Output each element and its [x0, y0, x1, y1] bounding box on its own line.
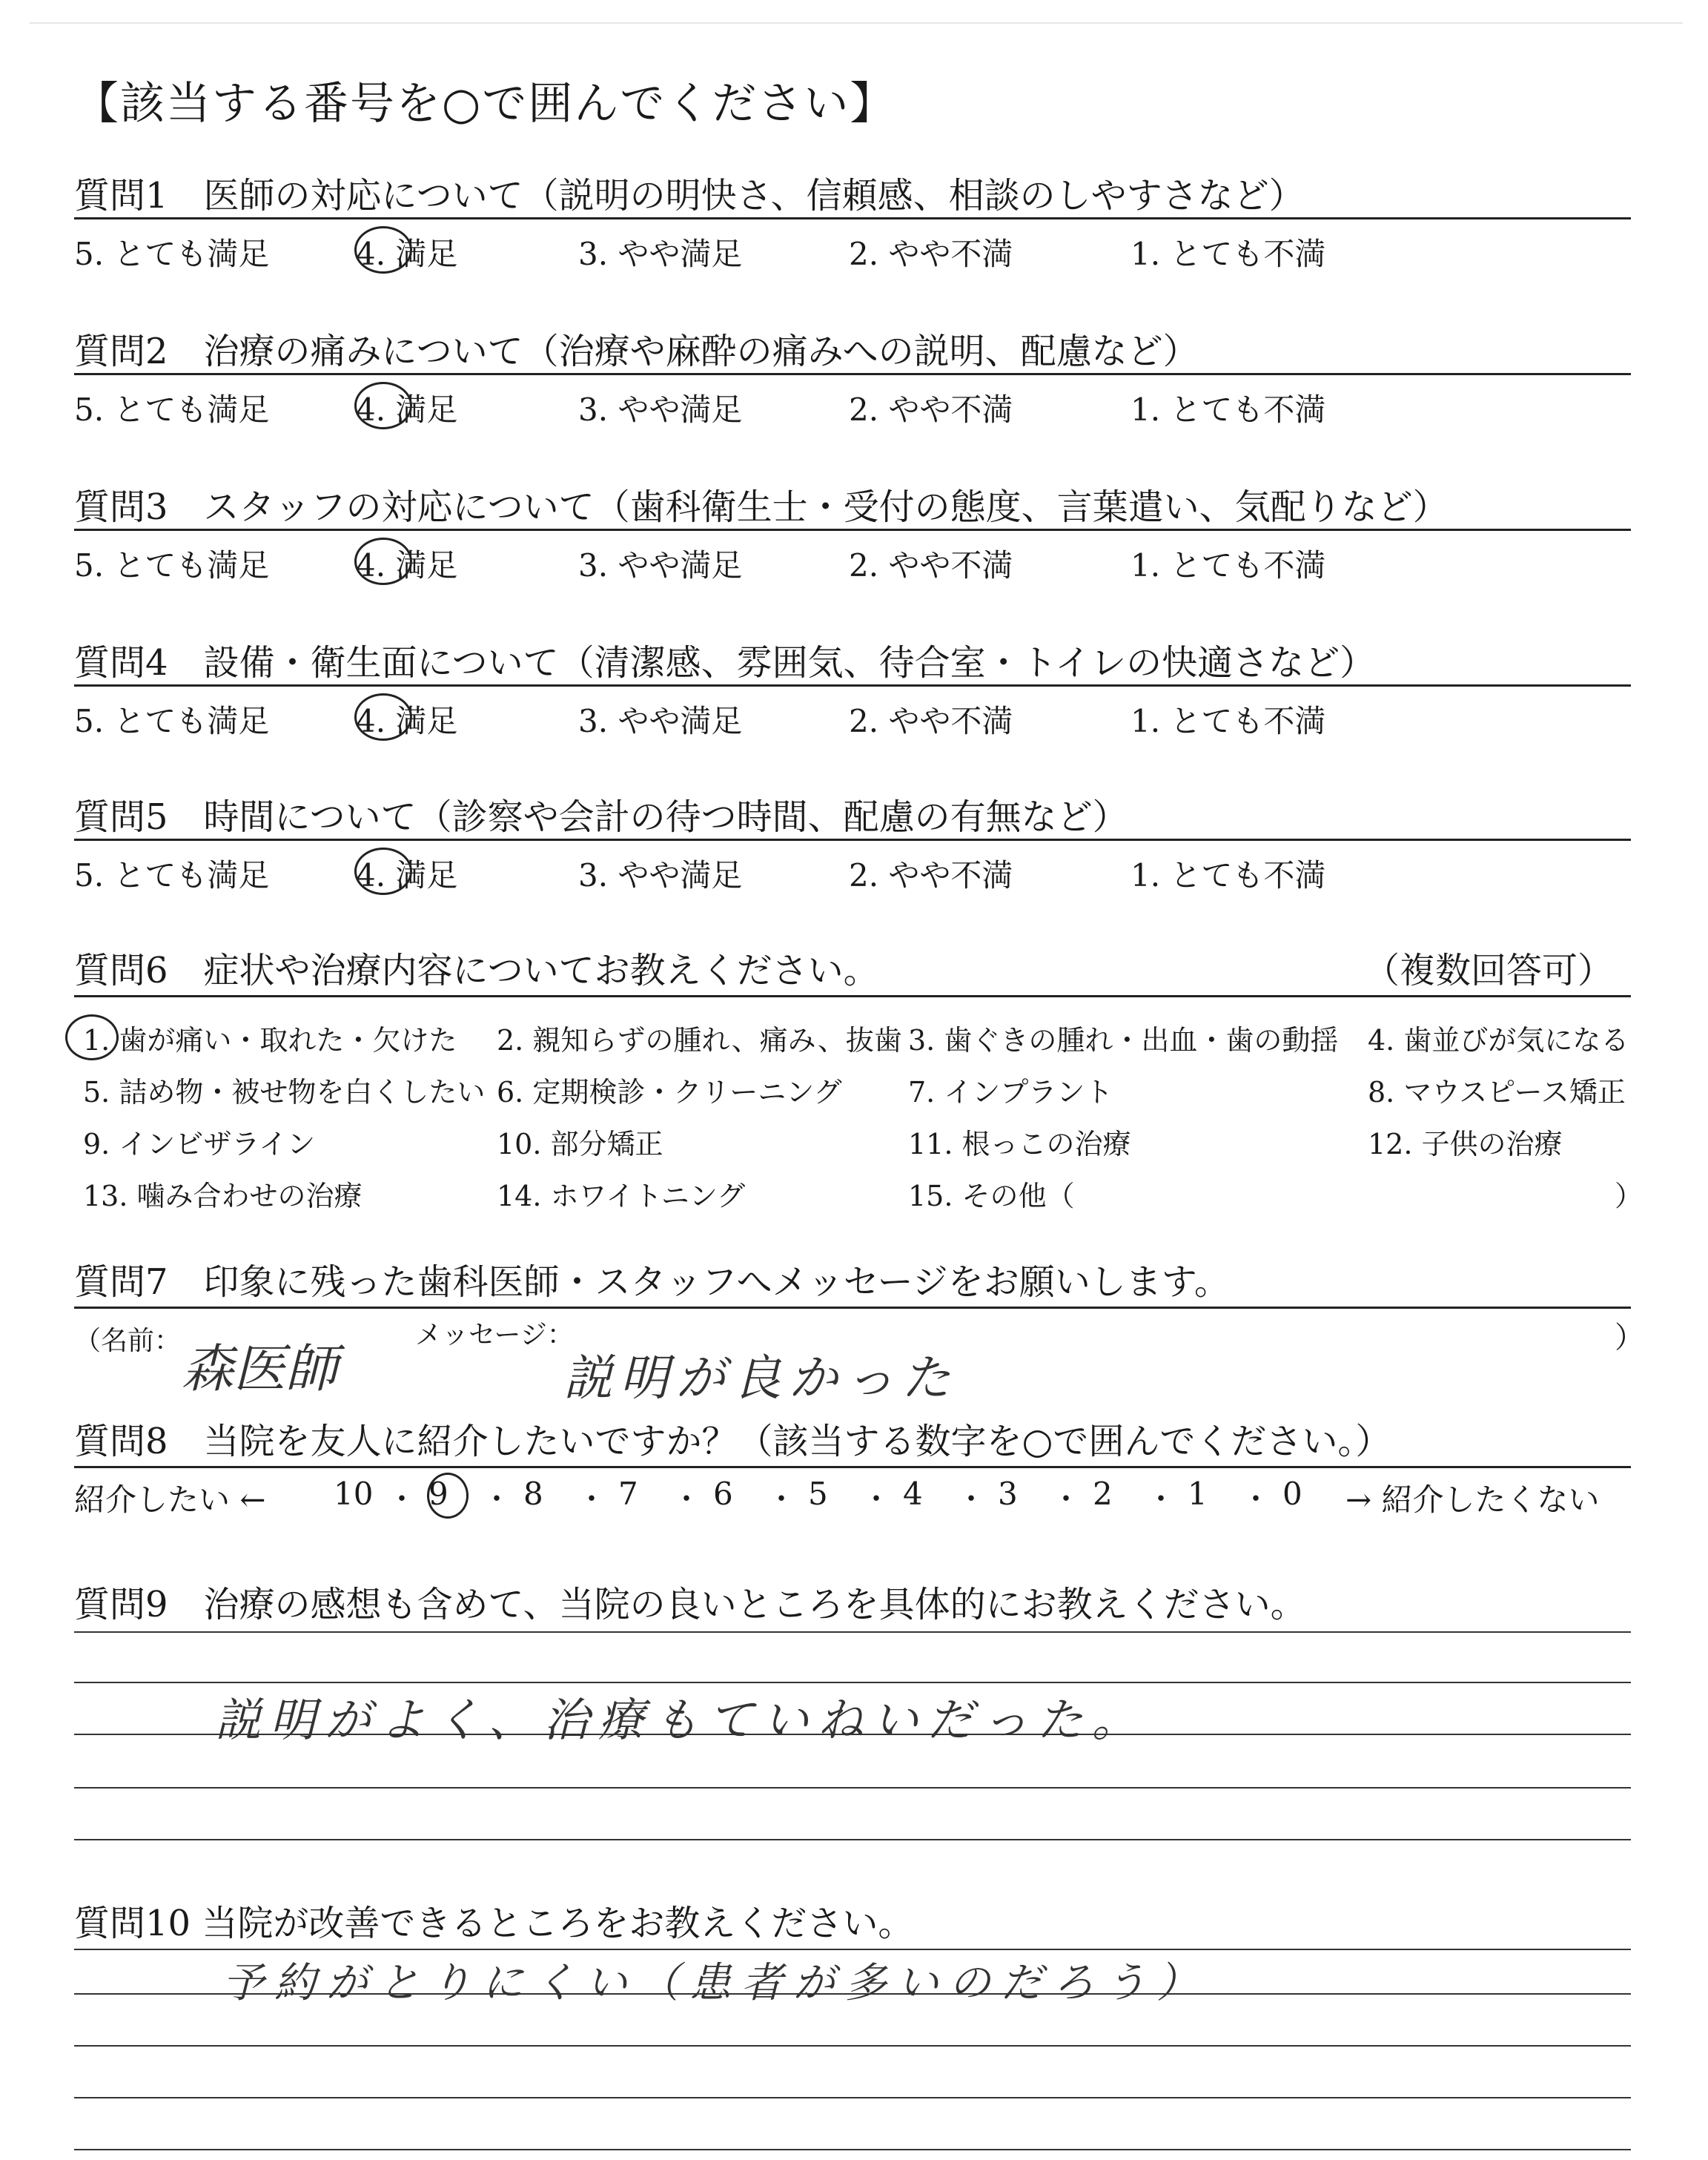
question-8-title: 質問8 当院を友人に紹介したいですか？（該当する数字を○で囲んでください。）: [74, 1421, 1391, 1462]
q7-name-label: （名前：: [74, 1326, 182, 1356]
q8-number-5[interactable]: 5: [808, 1476, 828, 1512]
q10-handwritten-answer: 予約がとりにくい（患者が多いのだろう）: [222, 1959, 1208, 2007]
q4-selection-circle: [354, 693, 412, 741]
q9-line-4: [74, 1787, 1631, 1789]
q8-left-label: 紹介したい ←: [74, 1482, 266, 1518]
q3-option-2[interactable]: 2. やや不満: [849, 547, 1013, 584]
q6-option-2[interactable]: 2. 親知らずの腫れ、痛み、抜歯: [497, 1024, 902, 1057]
q4-option-4[interactable]: 4. 満足: [356, 703, 458, 739]
q8-number-8[interactable]: 8: [523, 1476, 543, 1512]
question-5-title: 質問5 時間について（診察や会計の待つ時間、配慮の有無など）: [74, 796, 1128, 838]
q8-number-6[interactable]: 6: [713, 1476, 733, 1512]
q6-option-15-close: ）: [1615, 1180, 1644, 1212]
q7-handwritten-message: 説明が良かった: [563, 1350, 958, 1407]
q8-selection-circle: [427, 1473, 469, 1519]
q10-line-3: [74, 2045, 1631, 2047]
q6-option-15[interactable]: 15. その他（: [908, 1180, 1075, 1212]
q9-line-5: [74, 1839, 1631, 1840]
q2-option-1[interactable]: 1. とても不満: [1131, 392, 1326, 428]
q8-separator-dot: ・: [1241, 1482, 1271, 1516]
q5-option-2[interactable]: 2. やや不満: [849, 857, 1013, 894]
q8-number-2[interactable]: 2: [1093, 1476, 1113, 1512]
q10-line-4: [74, 2097, 1631, 2098]
q7-message-label: メッセージ：: [415, 1320, 574, 1350]
q2-option-3[interactable]: 3. やや満足: [578, 392, 743, 428]
q8-separator-dot: ・: [482, 1482, 512, 1516]
q6-option-9[interactable]: 9. インビザライン: [83, 1128, 316, 1160]
q3-option-4[interactable]: 4. 満足: [356, 547, 458, 584]
q2-option-2[interactable]: 2. やや不満: [849, 392, 1013, 428]
q8-separator-dot: ・: [387, 1482, 417, 1516]
question-10-title: 質問10 当院が改善できるところをお教えください。: [74, 1903, 914, 1944]
q8-number-3[interactable]: 3: [998, 1476, 1018, 1512]
q5-option-3[interactable]: 3. やや満足: [578, 857, 743, 894]
question-1-title: 質問1 医師の対応について（説明の明快さ、信頼感、相談のしやすさなど）: [74, 175, 1305, 217]
q8-number-10[interactable]: 10: [334, 1476, 374, 1512]
question-7-rule: [74, 1307, 1631, 1309]
q6-option-3[interactable]: 3. 歯ぐきの腫れ・出血・歯の動揺: [908, 1024, 1339, 1057]
q8-number-4[interactable]: 4: [903, 1476, 923, 1512]
q4-option-5[interactable]: 5. とても満足: [74, 703, 270, 739]
q5-option-1[interactable]: 1. とても不満: [1131, 857, 1326, 894]
q6-option-4[interactable]: 4. 歯並びが気になる: [1368, 1024, 1629, 1057]
q8-separator-dot: ・: [577, 1482, 606, 1516]
question-7-title: 質問7 印象に残った歯科医師・スタッフへメッセージをお願いします。: [74, 1261, 1230, 1303]
q8-number-1[interactable]: 1: [1188, 1476, 1208, 1512]
top-edge-line: [30, 22, 1683, 24]
q1-option-4[interactable]: 4. 満足: [356, 236, 458, 272]
q6-option-13[interactable]: 13. 噛み合わせの治療: [83, 1180, 363, 1212]
q6-option-11[interactable]: 11. 根っこの治療: [908, 1128, 1131, 1160]
q6-option-12[interactable]: 12. 子供の治療: [1368, 1128, 1563, 1160]
q4-option-2[interactable]: 2. やや不満: [849, 703, 1013, 739]
q8-separator-dot: ・: [672, 1482, 701, 1516]
form-header: 【該当する番号を○で囲んでください】: [74, 78, 896, 130]
q8-separator-dot: ・: [956, 1482, 986, 1516]
question-6-rule: [74, 995, 1631, 997]
q1-option-5[interactable]: 5. とても満足: [74, 236, 270, 272]
q4-option-3[interactable]: 3. やや満足: [578, 703, 743, 739]
q8-separator-dot: ・: [861, 1482, 891, 1516]
q3-selection-circle: [354, 538, 412, 585]
question-1-rule: [74, 217, 1631, 219]
question-6-note: （複数回答可）: [1364, 950, 1614, 991]
q9-line-1: [74, 1631, 1631, 1633]
q4-option-1[interactable]: 1. とても不満: [1131, 703, 1326, 739]
question-8-rule: [74, 1466, 1631, 1468]
q8-number-7[interactable]: 7: [618, 1476, 638, 1512]
q7-close-paren: ）: [1615, 1321, 1644, 1355]
question-3-title: 質問3 スタッフの対応について（歯科衛生士・受付の態度、言葉遣い、気配りなど）: [74, 486, 1449, 528]
q5-option-4[interactable]: 4. 満足: [356, 857, 458, 894]
q5-selection-circle: [354, 848, 412, 895]
q2-option-5[interactable]: 5. とても満足: [74, 392, 270, 428]
q5-option-5[interactable]: 5. とても満足: [74, 857, 270, 894]
q2-selection-circle: [354, 382, 412, 429]
q6-option-8[interactable]: 8. マウスピース矯正: [1368, 1076, 1626, 1109]
q6-selection-circle: [65, 1014, 119, 1060]
question-2-rule: [74, 373, 1631, 375]
q1-option-2[interactable]: 2. やや不満: [849, 236, 1013, 272]
q9-handwritten-answer: 説明がよく、治療もていねいだった。: [215, 1693, 1147, 1747]
q3-option-1[interactable]: 1. とても不満: [1131, 547, 1326, 584]
question-5-rule: [74, 839, 1631, 841]
question-4-title: 質問4 設備・衛生面について（清潔感、雰囲気、待合室・トイレの快適さなど）: [74, 642, 1376, 684]
question-6-title: 質問6 症状や治療内容についてお教えください。: [74, 950, 879, 991]
q6-option-5[interactable]: 5. 詰め物・被せ物を白くしたい: [83, 1076, 486, 1109]
q8-separator-dot: ・: [767, 1482, 796, 1516]
q8-right-label: → 紹介したくない: [1345, 1482, 1600, 1518]
q3-option-3[interactable]: 3. やや満足: [578, 547, 743, 584]
q3-option-5[interactable]: 5. とても満足: [74, 547, 270, 584]
q6-option-14[interactable]: 14. ホワイトニング: [497, 1180, 746, 1212]
q8-separator-dot: ・: [1051, 1482, 1081, 1516]
q6-option-7[interactable]: 7. インプラント: [908, 1076, 1113, 1109]
question-3-rule: [74, 529, 1631, 531]
q8-separator-dot: ・: [1146, 1482, 1176, 1516]
q6-option-1[interactable]: 1. 歯が痛い・取れた・欠けた: [83, 1024, 457, 1057]
q6-option-6[interactable]: 6. 定期検診・クリーニング: [497, 1076, 842, 1109]
q10-line-5: [74, 2149, 1631, 2150]
q7-handwritten-name: 森医師: [182, 1338, 337, 1399]
q8-number-9[interactable]: 9: [428, 1476, 448, 1512]
question-4-rule: [74, 684, 1631, 687]
question-2-title: 質問2 治療の痛みについて（治療や麻酔の痛みへの説明、配慮など）: [74, 331, 1199, 372]
q2-option-4[interactable]: 4. 満足: [356, 392, 458, 428]
q1-selection-circle: [354, 226, 412, 274]
q1-option-1[interactable]: 1. とても不満: [1131, 236, 1326, 272]
q8-number-0[interactable]: 0: [1282, 1476, 1302, 1512]
q1-option-3[interactable]: 3. やや満足: [578, 236, 743, 272]
question-9-title: 質問9 治療の感想も含めて、当院の良いところを具体的にお教えください。: [74, 1584, 1306, 1625]
q6-option-10[interactable]: 10. 部分矯正: [497, 1128, 663, 1160]
